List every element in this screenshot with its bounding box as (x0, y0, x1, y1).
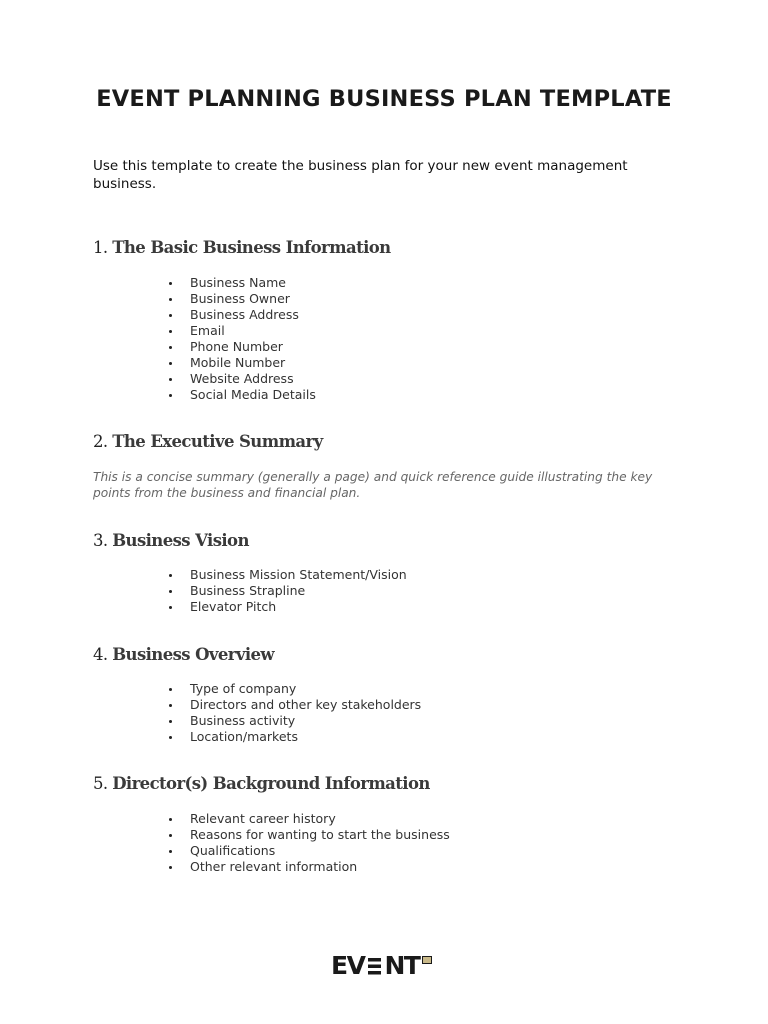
section-1-heading (93, 238, 391, 257)
list-item: Qualifications (190, 843, 450, 859)
list-item: Social Media Details (190, 387, 316, 402)
event-logo-icon (331, 952, 432, 980)
logo-e-bars-icon (365, 952, 383, 980)
section-3-number: 3. (93, 531, 108, 550)
section-4-number: 4. (93, 645, 108, 664)
list-item: Mobile Number (190, 355, 316, 371)
list-item: Business Mission Statement/Vision (190, 567, 407, 582)
list-item: Business activity (190, 713, 421, 729)
document-title: EVENT PLANNING BUSINESS PLAN TEMPLATE (96, 86, 672, 112)
list-item: Website Address (190, 371, 316, 387)
list-item: Business Name (190, 275, 316, 291)
section-5-heading (93, 774, 430, 793)
executive-summary-description: This is a concise summary (generally a page) and quick reference guide illustrating the key points from the business and financial plan. (93, 470, 653, 500)
section-4-heading (93, 645, 274, 664)
list-item: Phone Number (190, 339, 316, 355)
section-4-title: Business Overview (112, 645, 275, 664)
section-2-heading (93, 432, 323, 451)
section-3-list (190, 567, 407, 615)
list-item: Business Owner (190, 291, 316, 307)
list-item: Location/markets (190, 729, 421, 745)
section-5-list (190, 811, 450, 875)
section-5-number: 5. (93, 774, 108, 793)
section-1-number: 1. (93, 238, 108, 257)
section-2-title: The Executive Summary (112, 432, 323, 451)
section-3-title: Business Vision (112, 531, 249, 550)
list-item: Directors and other key stakeholders (190, 697, 422, 712)
section-5-title: Director(s) Background Information (112, 774, 430, 793)
section-3-heading (93, 531, 249, 550)
list-item: Elevator Pitch (190, 599, 407, 615)
logo-text-part-1: EV (331, 951, 365, 980)
section-1-list (190, 275, 316, 403)
list-item: Type of company (190, 681, 421, 697)
list-item: Business Address (190, 307, 316, 323)
list-item: Reasons for wanting to start the business (190, 827, 450, 842)
section-4-list (190, 681, 421, 745)
logo-badge-icon (422, 956, 432, 964)
list-item: Relevant career history (190, 811, 450, 827)
intro-paragraph: Use this template to create the business plan for your new event management business. (93, 158, 628, 192)
logo-text-part-2: NT (384, 951, 420, 980)
section-2-number: 2. (93, 432, 108, 451)
list-item: Business Strapline (190, 583, 407, 599)
list-item: Email (190, 323, 316, 339)
list-item: Other relevant information (190, 859, 450, 875)
section-1-title: The Basic Business Information (112, 238, 391, 257)
